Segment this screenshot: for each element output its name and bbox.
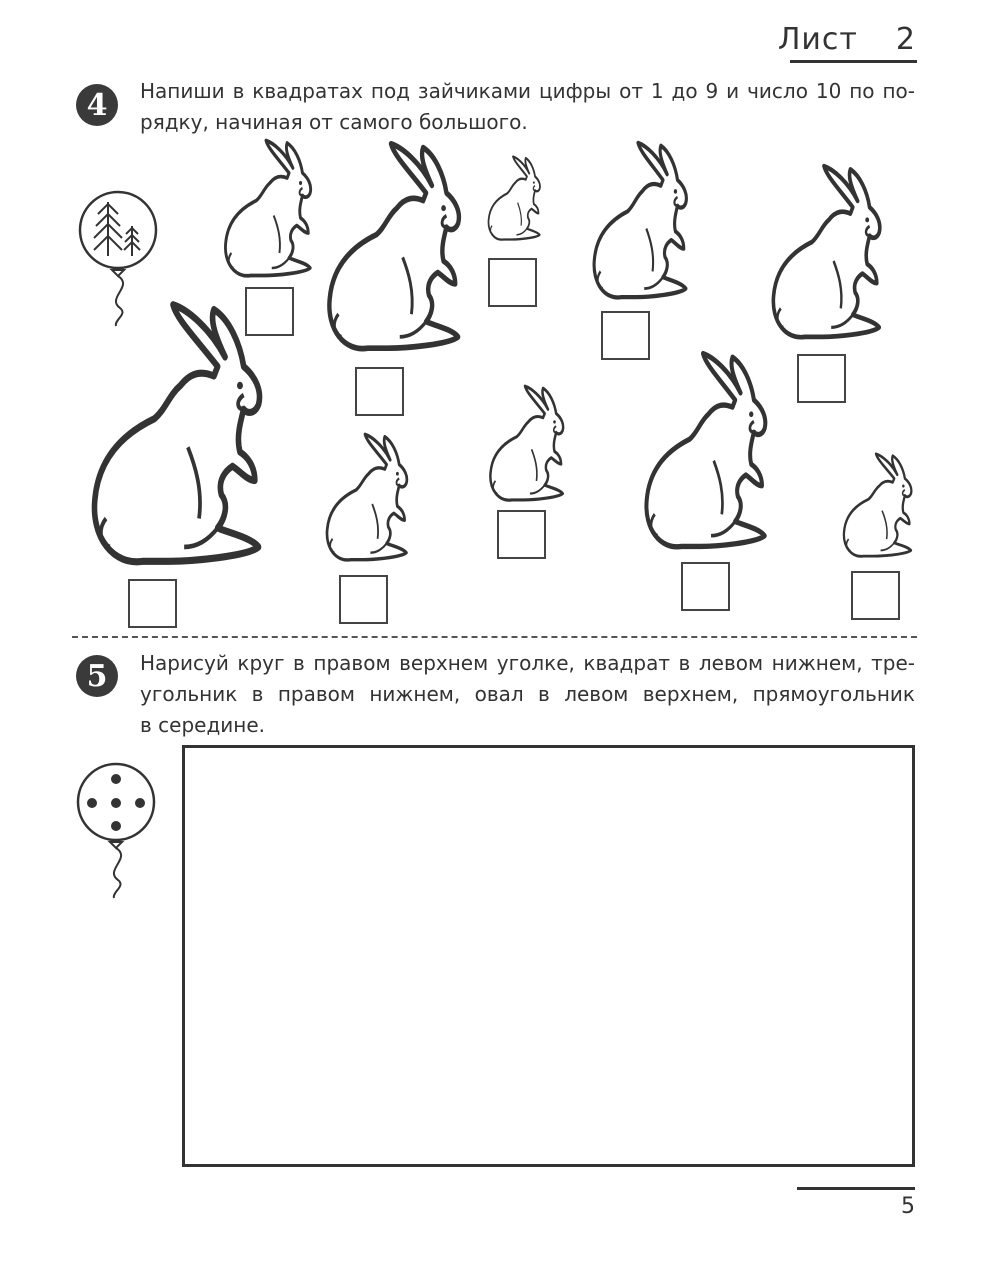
drawing-area[interactable] <box>182 745 915 1167</box>
hare-icon <box>218 138 314 278</box>
hare-icon <box>838 452 914 558</box>
task-5-badge: 5 <box>76 655 118 697</box>
answer-box[interactable] <box>355 367 404 416</box>
balloon-dots-icon <box>74 762 164 902</box>
answer-box[interactable] <box>601 311 650 360</box>
hare-icon <box>318 140 464 352</box>
footer-line <box>797 1187 915 1190</box>
hare-icon <box>636 350 770 550</box>
sheet-title <box>778 22 916 57</box>
task-4-line-1: Напиши в квадратах под зайчиками цифры от 1 до 9 и число 10 по по- <box>140 79 915 103</box>
page-number: 5 <box>901 1194 915 1219</box>
hare-icon <box>484 155 542 241</box>
hare-icon <box>484 384 566 502</box>
hare-icon <box>586 140 690 300</box>
answer-box[interactable] <box>339 575 388 624</box>
section-divider <box>72 636 917 638</box>
task-4-badge: 4 <box>76 84 118 126</box>
answer-box[interactable] <box>128 579 177 628</box>
hare-icon <box>320 432 410 562</box>
task-5-instructions <box>140 648 915 741</box>
sheet-number: 2 <box>895 22 916 57</box>
answer-box[interactable] <box>851 571 900 620</box>
answer-box[interactable] <box>797 354 846 403</box>
hare-icon <box>80 300 266 566</box>
task-5-line-1: Нарисуй круг в правом верхнем уголке, квадрат в левом нижнем, тре- <box>140 651 915 675</box>
answer-box[interactable] <box>245 287 294 336</box>
answer-box[interactable] <box>681 562 730 611</box>
task-5-line-2: угольник в правом нижнем, овал в левом верхнем, прямоугольник <box>140 682 915 706</box>
answer-box[interactable] <box>488 258 537 307</box>
task-4-instructions <box>140 76 915 138</box>
sheet-label: Лист <box>777 22 858 57</box>
task-5-line-3: в середине. <box>140 713 266 737</box>
hare-icon <box>764 163 884 340</box>
task-4-line-2: рядку, начиная от самого большого. <box>140 110 528 134</box>
sheet-title-underline <box>790 60 917 63</box>
answer-box[interactable] <box>497 510 546 559</box>
